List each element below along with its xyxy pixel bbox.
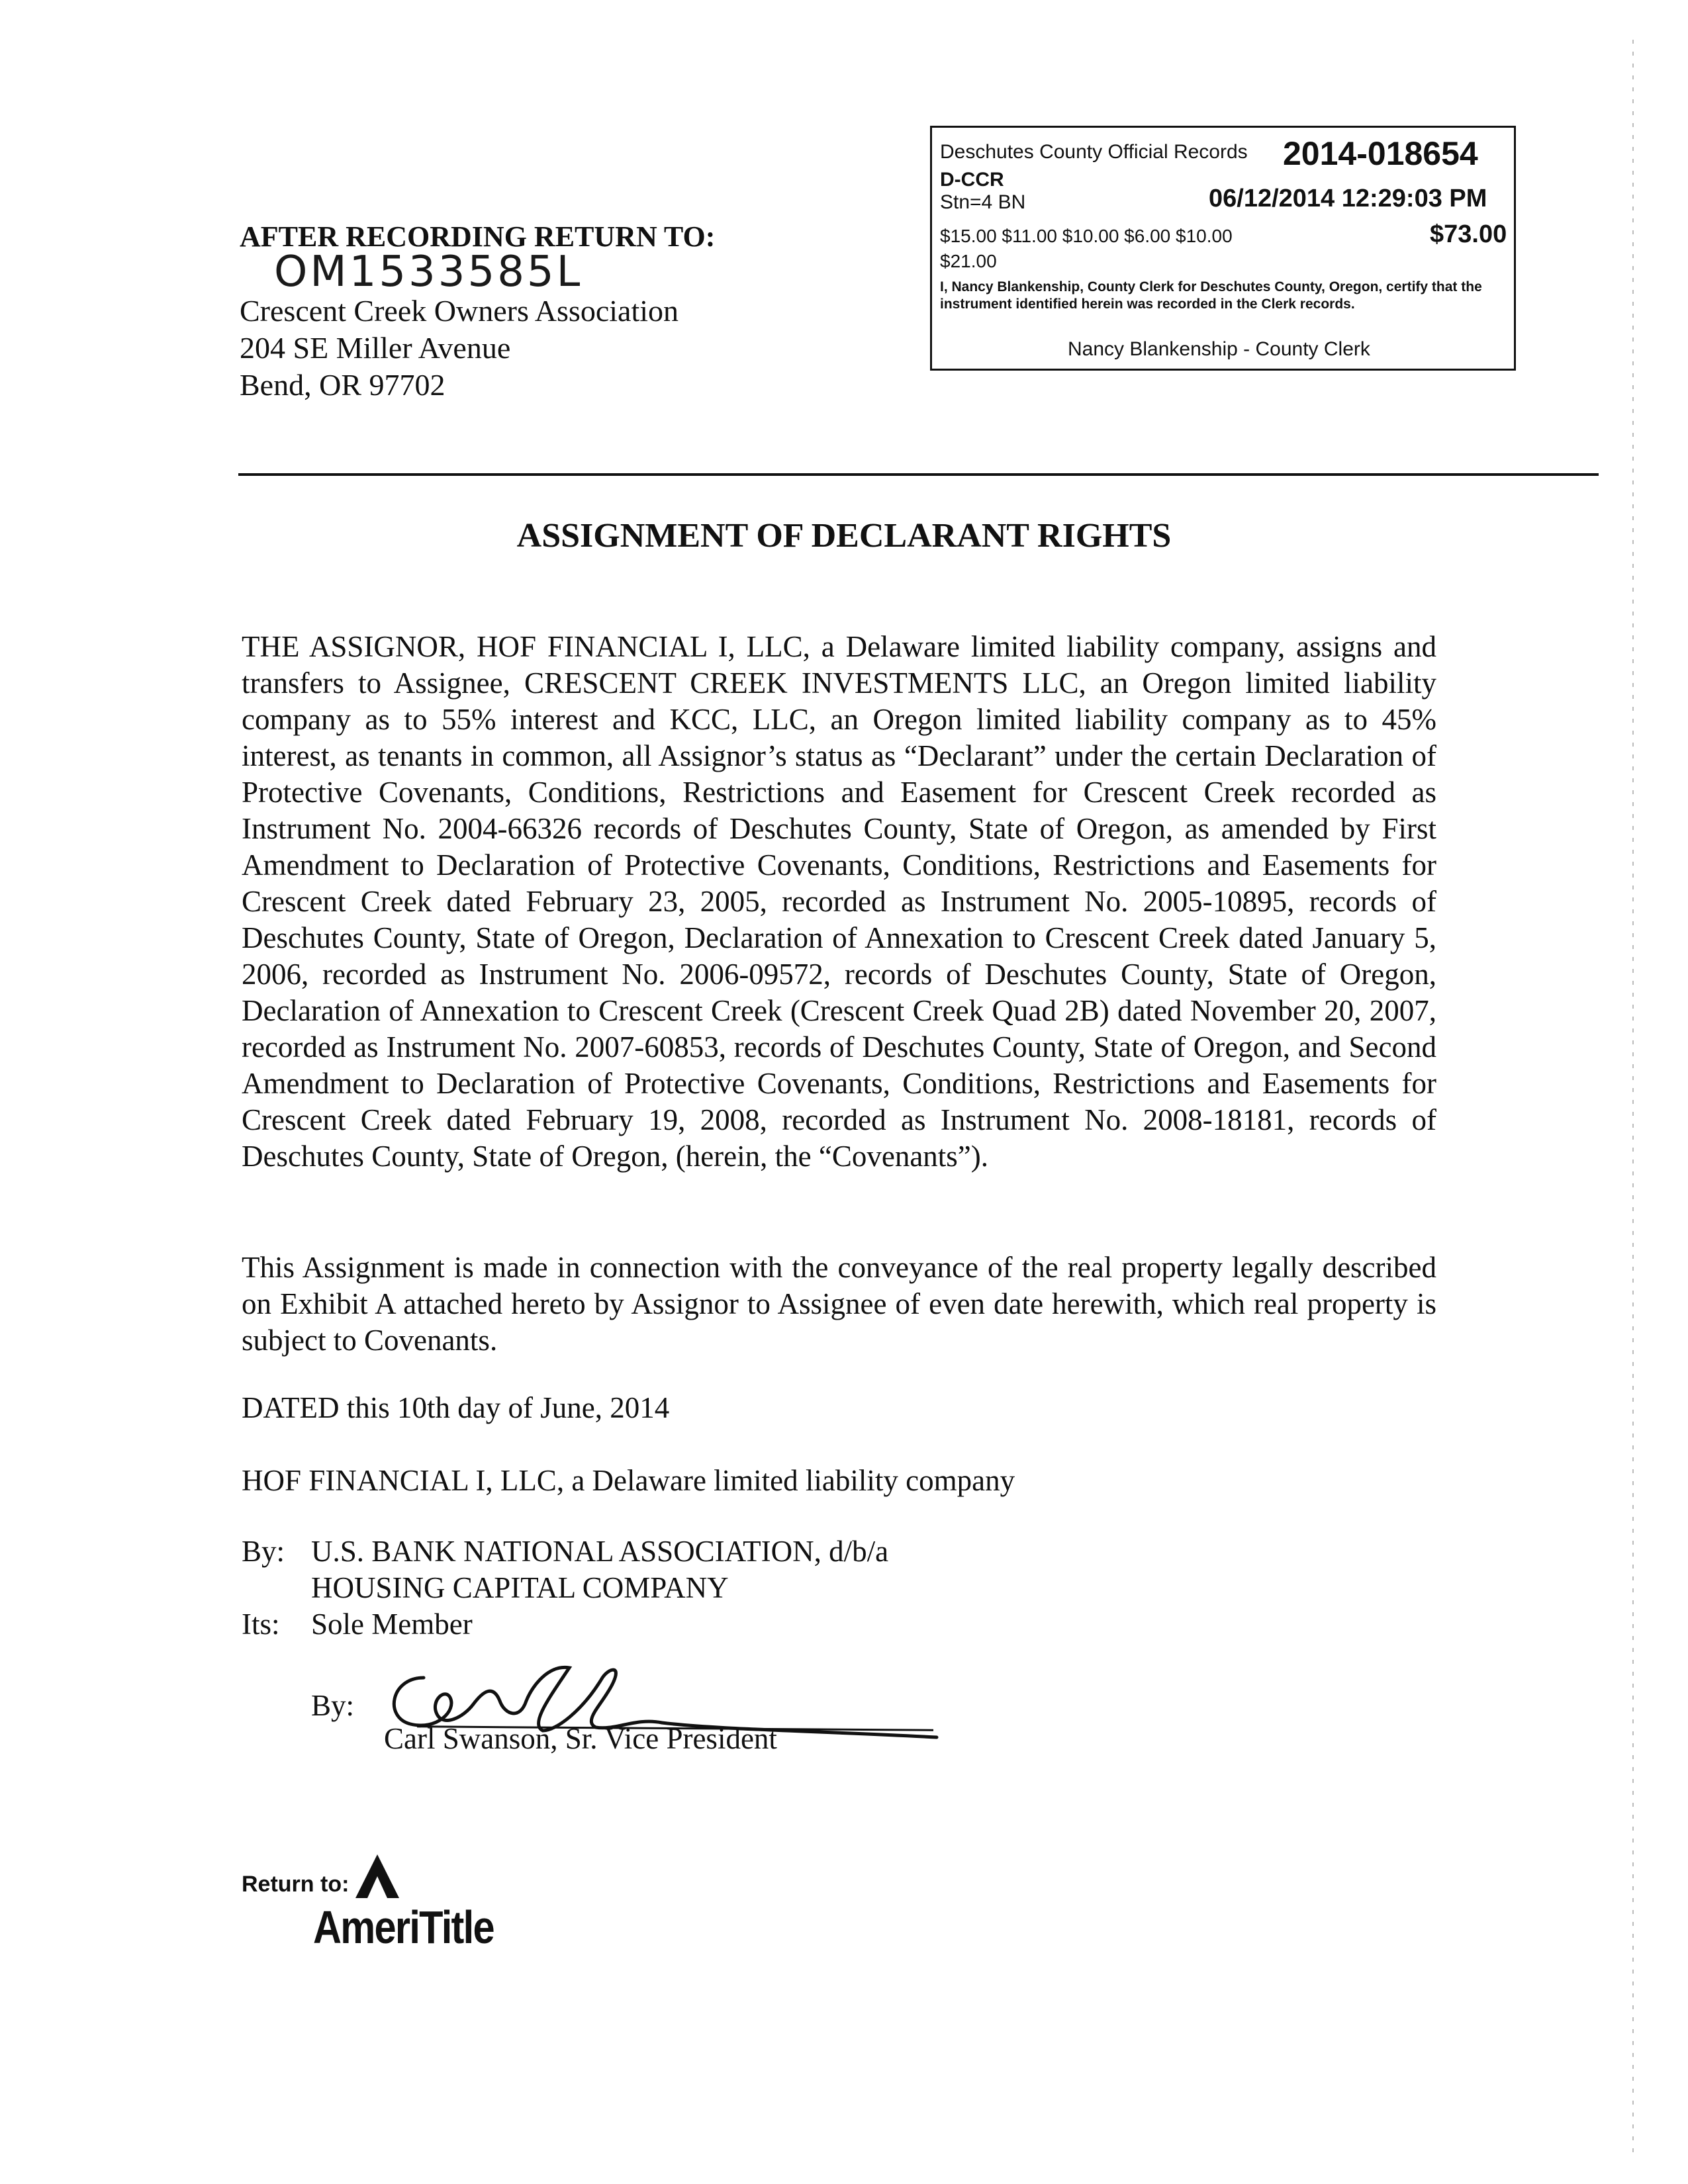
ameritite-logo-text: AmeriTitle [313,1901,494,1953]
station: Stn=4 BN [940,191,1026,213]
paragraph-conveyance: This Assignment is made in connection with the conveyance of the real property legally described on Exhibit A attached hereto by Assignor to Assignee of even date herewith, which real property is subject to Covenants. [242,1251,1436,1357]
scan-edge-artifact [1632,40,1634,2158]
document-title: ASSIGNMENT OF DECLARANT RIGHTS [516,517,1172,555]
company-line: HOF FINANCIAL I, LLC, a Delaware limited liability company [242,1464,1015,1497]
clerk-certification: I, Nancy Blankenship, County Clerk for Deschutes County, Oregon, certify that the instrument identified herein was recorded in the Clerk records. [940,279,1482,312]
its-value: Sole Member [311,1608,473,1641]
ameritite-logo-icon [354,1853,400,1899]
header-divider [238,473,1599,476]
its-label: Its: [242,1608,280,1641]
recording-stamp [930,126,1516,371]
fees-line-2: $21.00 [940,251,997,271]
county-records-label: Deschutes County Official Records [940,141,1248,163]
return-to-city: Bend, OR 97702 [240,368,445,402]
record-code: D-CCR [940,169,1004,191]
county-clerk: Nancy Blankenship - County Clerk [1068,338,1370,360]
by-entity-line1: U.S. BANK NATIONAL ASSOCIATION, d/b/a [311,1535,889,1568]
by-entity-line2: HOUSING CAPITAL COMPANY [311,1571,729,1604]
fees-line: $15.00 $11.00 $10.00 $6.00 $10.00 [940,226,1233,246]
return-stamp-label: Return to: [242,1872,350,1897]
return-to-name: Crescent Creek Owners Association [240,294,679,328]
instrument-number: 2014-018654 [1283,135,1478,172]
paragraph-assignment: THE ASSIGNOR, HOF FINANCIAL I, LLC, a Delaware limited liability company, assigns and transfers to Assignee, CRESCENT CREEK INVESTMENTS LLC, an Oregon limited liability company as to 55% interest and KCC, LLC, an Oregon limited liability company as to 45% interest, as tenants in common, all Assignor’s status as “Declarant” under the certain Declaration of Protective Covenants, Conditions, Restrictions and Easement for Crescent Creek recorded as Instrument No. 2004-66326 records of Deschutes County, State of Oregon, as amended by First Amendment to Declaration of Protective Covenants, Conditions, Restrictions and Easements for Crescent Creek dated February 23, 2005, recorded as Instrument No. 2005-10895, records of Deschutes County, State of Oregon, Declaration of Annexation to Crescent Creek dated January 5, 2006, recorded as Instrument No. 2006-09572, records of Deschutes County, State of Oregon, Declaration of Annexation to Crescent Creek (Crescent Creek Quad 2B) dated November 20, 2007, recorded as Instrument No. 2007-60853, records of Deschutes County, State of Oregon, and Second Amendment to Declaration of Protective Covenants, Conditions, Restrictions and Easements for Crescent Creek dated February 19, 2008, recorded as Instrument No. 2008-18181, records of Deschutes County, State of Oregon, (herein, the “Covenants”). [242,630,1436,1173]
handwritten-order-code: OM1533585L [274,248,583,296]
fees-total: $73.00 [1430,220,1507,248]
return-to-heading: AFTER RECORDING RETURN TO: [240,220,716,253]
signer-name-title: Carl Swanson, Sr. Vice President [384,1722,777,1755]
signature-by-label: By: [311,1689,355,1722]
dated-line: DATED this 10th day of June, 2014 [242,1391,670,1424]
return-to-block [240,218,715,404]
return-to-street: 204 SE Miller Avenue [240,331,511,365]
by-label: By: [242,1535,285,1568]
recording-datetime: 06/12/2014 12:29:03 PM [1209,185,1487,212]
